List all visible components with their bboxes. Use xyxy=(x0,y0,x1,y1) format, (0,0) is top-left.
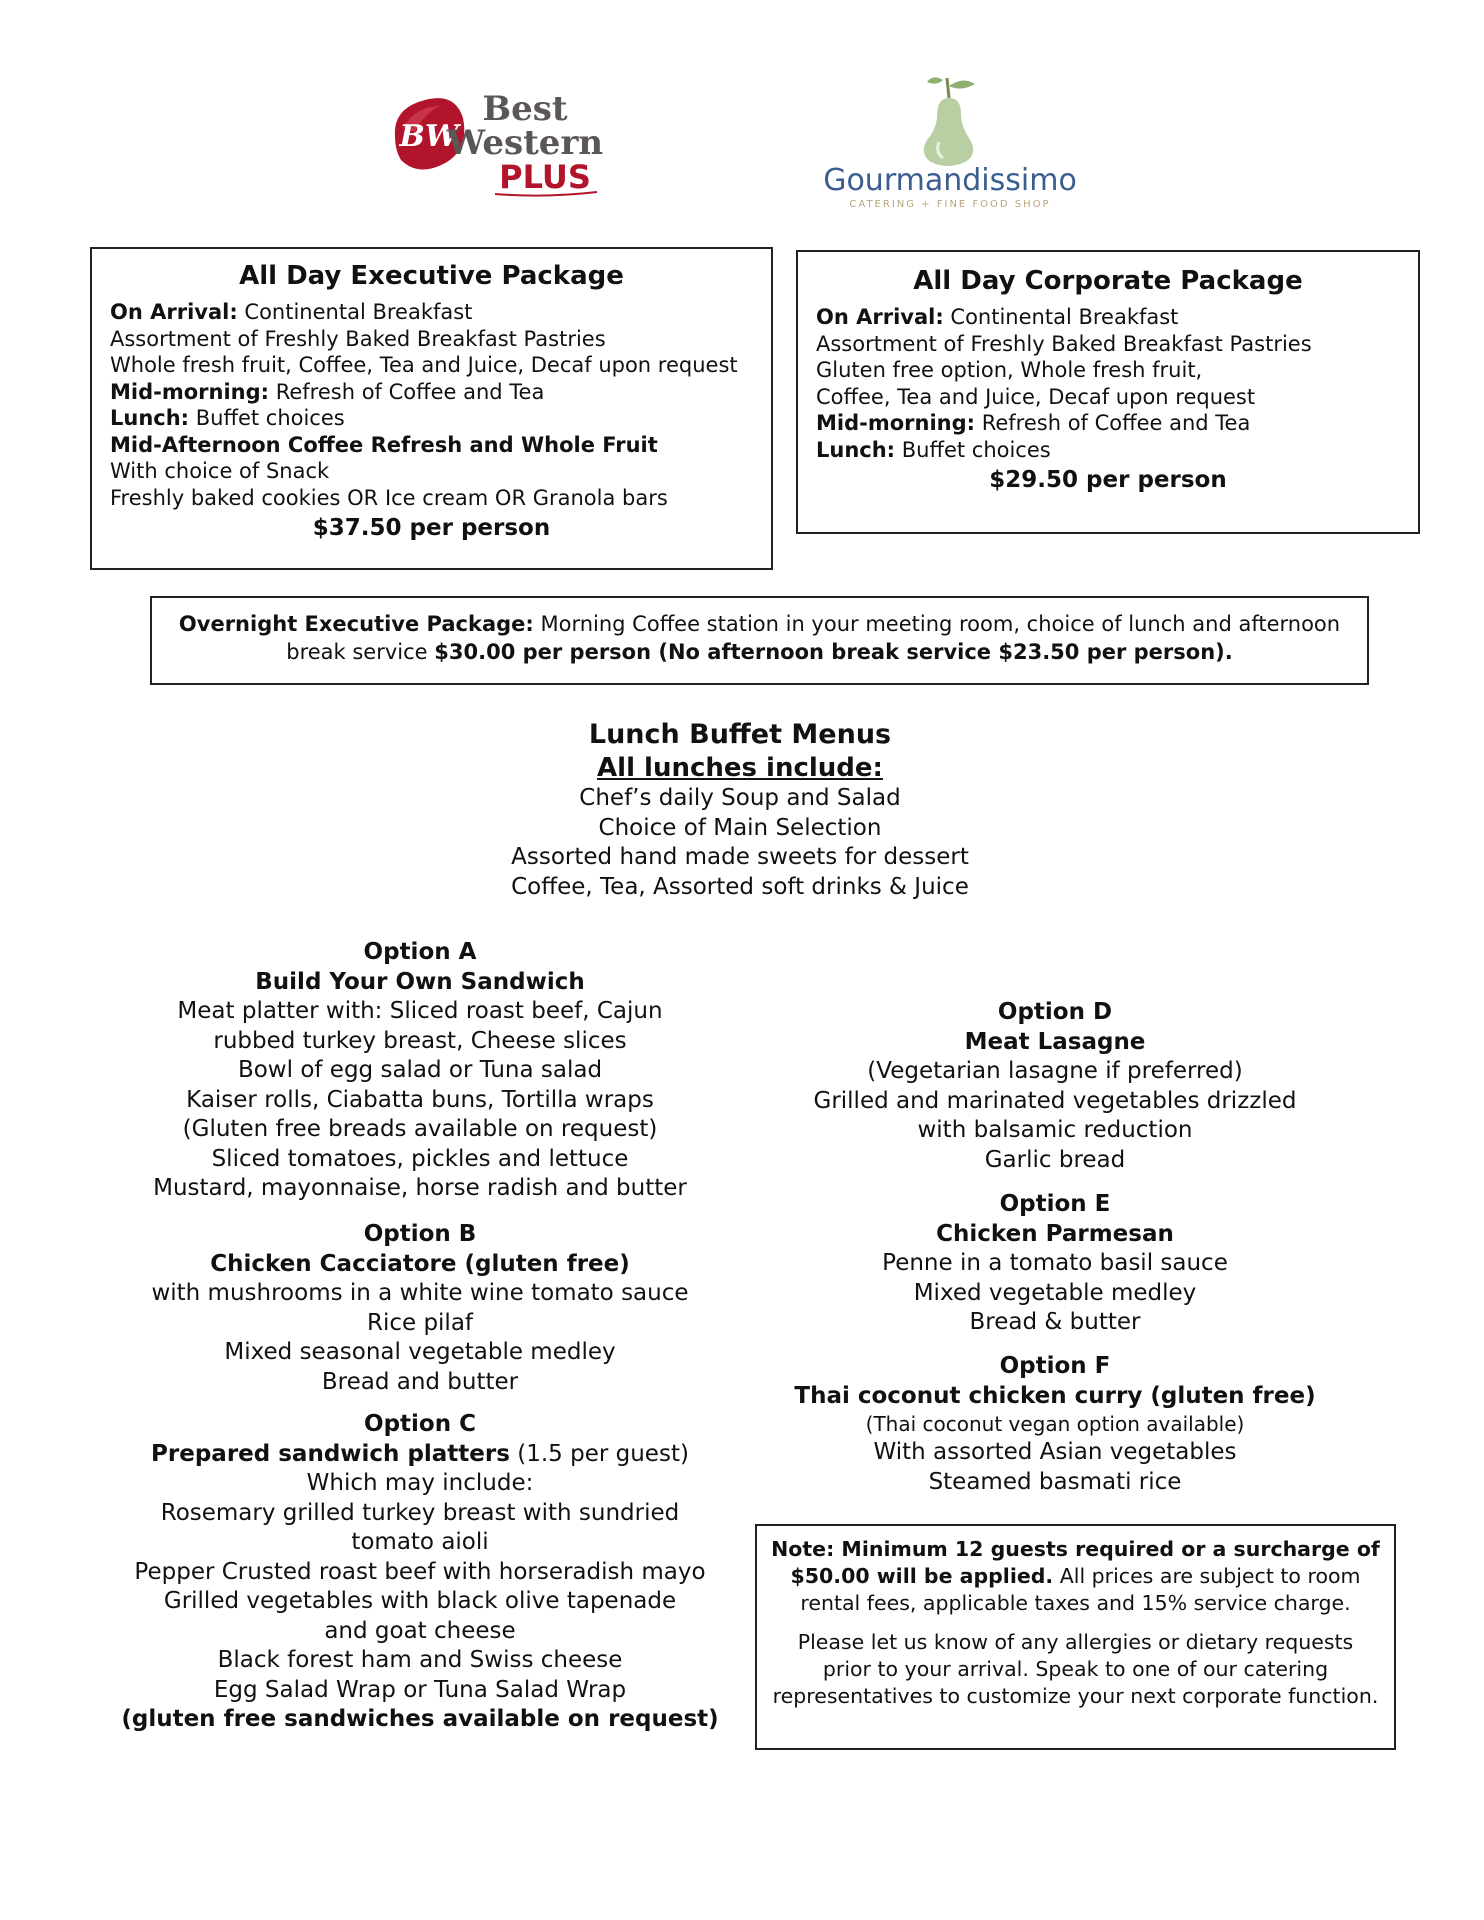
corp-price: $29.50 per person xyxy=(989,467,1227,493)
corp-on-arrival-text: Continental Breakfast xyxy=(943,305,1179,329)
exec-line9: Freshly baked cookies OR Ice cream OR Granola bars xyxy=(110,485,668,510)
overnight-text1: Morning Coffee station in your meeting room, choice of lunch and afternoon xyxy=(533,612,1341,636)
option-d-line: (Vegetarian lasagne if preferred) xyxy=(867,1058,1243,1084)
option-d-line: Grilled and marinated vegetables drizzled xyxy=(813,1087,1297,1114)
option-e-line: Bread & butter xyxy=(969,1309,1141,1335)
option-b-line: Bread and butter xyxy=(321,1368,519,1395)
pear-icon xyxy=(924,77,975,166)
best-western-plus-logo xyxy=(385,88,625,206)
overnight-label: Overnight Executive Package: xyxy=(178,612,534,636)
bw-monogram: BW xyxy=(399,119,459,154)
option-a xyxy=(100,938,740,1204)
option-c-line: Rosemary grilled turkey breast with sundried xyxy=(160,1499,680,1526)
lunch-title: Lunch Buffet Menus xyxy=(588,719,892,750)
exec-line8: With choice of Snack xyxy=(110,459,330,483)
option-d-line: Garlic bread xyxy=(984,1146,1126,1173)
corporate-package-box xyxy=(796,250,1420,534)
corp-mid-morning xyxy=(816,410,1400,437)
option-c-line: and goat cheese xyxy=(324,1617,516,1644)
option-c-line: Pepper Crusted roast beef with horseradish mayo xyxy=(134,1558,706,1585)
corp-line3: Gluten free option, Whole fresh fruit, xyxy=(816,358,1203,382)
option-c-footer: (gluten free sandwiches available on request) xyxy=(121,1706,719,1732)
corp-mid-morning-text: Refresh of Coffee and Tea xyxy=(975,411,1251,435)
option-c-name-suffix: (1.5 per guest) xyxy=(509,1440,689,1467)
executive-package-title: All Day Executive Package xyxy=(239,261,624,291)
bw-line3: PLUS xyxy=(499,158,591,196)
option-e-label: Option E xyxy=(999,1191,1111,1217)
exec-line3: Whole fresh fruit, Coffee, Tea and Juice, Decaf upon request xyxy=(110,353,738,377)
note-text: All prices are subject to room rental fees, applicable taxes and 15% service charge. xyxy=(800,1564,1361,1615)
option-f-note: (Thai coconut vegan option available) xyxy=(865,1412,1245,1436)
exec-price: $37.50 per person xyxy=(312,515,551,541)
option-a-label: Option A xyxy=(363,939,477,965)
option-f xyxy=(740,1352,1370,1497)
lunch-buffet-header xyxy=(390,718,1090,902)
option-c-label: Option C xyxy=(364,1411,476,1437)
exec-on-arrival-text: Continental Breakfast xyxy=(237,300,473,324)
overnight-price: $30.00 per person (No afternoon break service $23.50 per person). xyxy=(434,640,1233,664)
option-b-line: with mushrooms in a white wine tomato sauce xyxy=(151,1280,689,1306)
exec-on-arrival-label: On Arrival: xyxy=(110,300,238,324)
exec-afternoon-label: Mid-Afternoon Coffee Refresh and Whole Fruit xyxy=(110,432,658,457)
option-c-name: Prepared sandwich platters xyxy=(151,1440,510,1467)
exec-lunch xyxy=(110,405,753,432)
exec-lunch-label: Lunch: xyxy=(110,406,190,430)
exec-on-arrival xyxy=(110,299,753,326)
bw-line1: Best xyxy=(482,89,568,129)
option-a-line: (Gluten free breads available on request) xyxy=(182,1116,658,1142)
option-d-label: Option D xyxy=(997,999,1113,1025)
option-b-line: Rice pilaf xyxy=(366,1309,474,1336)
option-a-name: Build Your Own Sandwich xyxy=(255,968,585,995)
option-b-label: Option B xyxy=(363,1221,477,1247)
exec-afternoon xyxy=(110,432,753,459)
corporate-package-title: All Day Corporate Package xyxy=(913,266,1303,296)
option-e-line: Mixed vegetable medley xyxy=(913,1279,1197,1306)
option-d xyxy=(740,998,1370,1175)
option-f-name: Thai coconut chicken curry (gluten free) xyxy=(794,1382,1316,1409)
option-c-line: Egg Salad Wrap or Tuna Salad Wrap xyxy=(213,1676,627,1703)
overnight-text2: break service xyxy=(286,640,435,664)
option-a-line: Kaiser rolls, Ciabatta buns, Tortilla wraps xyxy=(186,1086,654,1113)
option-a-line: Meat platter with: Sliced roast beef, Cajun xyxy=(177,998,663,1024)
note-para1 xyxy=(771,1536,1380,1617)
corp-line4: Coffee, Tea and Juice, Decaf upon request xyxy=(816,384,1256,409)
exec-mid-morning-label: Mid-morning: xyxy=(110,379,270,404)
option-e-name: Chicken Parmesan xyxy=(936,1220,1174,1247)
executive-package-box xyxy=(90,247,773,570)
note-para2: Please let us know of any allergies or dietary requests prior to your arrival. Speak to one of our catering representatives to customize your next corporate function. xyxy=(772,1630,1379,1708)
option-c xyxy=(100,1410,740,1735)
corp-lunch xyxy=(816,437,1400,464)
option-b-name: Chicken Cacciatore (gluten free) xyxy=(210,1250,630,1277)
bw-line2: Western xyxy=(446,123,604,163)
corp-lunch-label: Lunch: xyxy=(816,437,896,462)
option-a-line: Mustard, mayonnaise, horse radish and butter xyxy=(153,1175,687,1201)
note-box xyxy=(755,1524,1396,1750)
exec-mid-morning-text: Refresh of Coffee and Tea xyxy=(269,379,545,404)
option-c-line: Black forest ham and Swiss cheese xyxy=(217,1647,623,1673)
option-b xyxy=(100,1220,740,1397)
lunch-include-item: Chef’s daily Soup and Salad xyxy=(579,785,901,811)
overnight-line1 xyxy=(162,610,1357,638)
exec-mid-morning xyxy=(110,379,753,406)
option-c-line: tomato aioli xyxy=(351,1529,489,1555)
option-d-name: Meat Lasagne xyxy=(964,1028,1146,1055)
lunch-include-item: Choice of Main Selection xyxy=(598,814,882,841)
lunch-subtitle: All lunches include: xyxy=(597,753,883,783)
option-f-line: With assorted Asian vegetables xyxy=(873,1439,1237,1465)
option-f-label: Option F xyxy=(999,1353,1111,1379)
gourmandissimo-logo xyxy=(815,70,1085,210)
option-e xyxy=(740,1190,1370,1338)
note-bold: Note: Minimum 12 guests required or a surcharge of $50.00 will be applied. xyxy=(771,1537,1380,1588)
option-a-line: rubbed turkey breast, Cheese slices xyxy=(213,1027,627,1054)
option-b-line: Mixed seasonal vegetable medley xyxy=(224,1339,616,1365)
gourmandissimo-name: Gourmandissimo xyxy=(823,163,1077,198)
corp-line2: Assortment of Freshly Baked Breakfast Pastries xyxy=(816,331,1312,356)
exec-lunch-text: Buffet choices xyxy=(189,406,345,430)
option-f-line: Steamed basmati rice xyxy=(928,1468,1182,1495)
overnight-package-box xyxy=(150,596,1369,685)
option-a-line: Sliced tomatoes, pickles and lettuce xyxy=(211,1145,629,1172)
exec-line2: Assortment of Freshly Baked Breakfast Pastries xyxy=(110,326,606,351)
option-c-line: Grilled vegetables with black olive tapenade xyxy=(163,1588,677,1614)
option-e-line: Penne in a tomato basil sauce xyxy=(882,1250,1228,1276)
corp-on-arrival xyxy=(816,304,1400,331)
gourmandissimo-tagline: CATERING + FINE FOOD SHOP xyxy=(849,199,1051,210)
overnight-line2 xyxy=(162,638,1357,666)
lunch-include-item: Assorted hand made sweets for dessert xyxy=(511,844,969,870)
option-c-line: Which may include: xyxy=(306,1470,534,1496)
corp-mid-morning-label: Mid-morning: xyxy=(816,411,976,435)
option-c-name-line xyxy=(100,1440,740,1470)
corp-lunch-text: Buffet choices xyxy=(895,437,1051,462)
corp-on-arrival-label: On Arrival: xyxy=(816,305,944,329)
option-d-line: with balsamic reduction xyxy=(917,1117,1193,1143)
option-a-line: Bowl of egg salad or Tuna salad xyxy=(237,1057,603,1083)
lunch-include-item: Coffee, Tea, Assorted soft drinks & Juice xyxy=(511,873,969,900)
